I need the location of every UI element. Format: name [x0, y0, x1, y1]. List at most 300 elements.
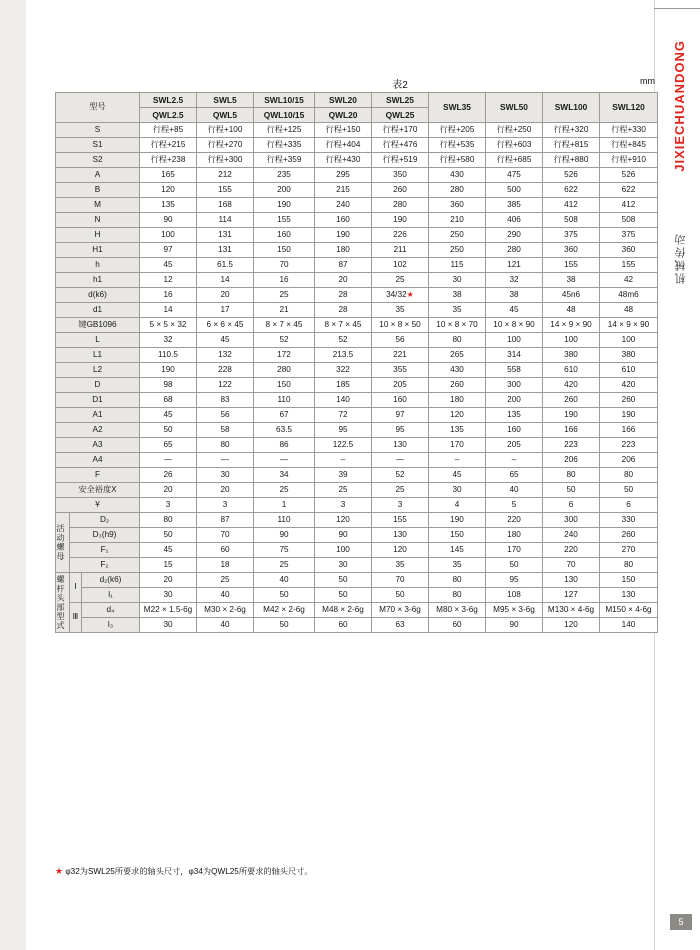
header-model-top-8: SWL120 — [600, 93, 658, 123]
cell-13-3: 8 × 7 × 45 — [315, 318, 372, 333]
cell-21-2: 86 — [254, 438, 315, 453]
row-label-18: D1 — [56, 393, 140, 408]
row-label-24: 安全裕度X — [56, 483, 140, 498]
cell-13-0: 5 × 5 × 32 — [140, 318, 197, 333]
table-row — [56, 183, 658, 198]
cell-20-8: 166 — [600, 423, 658, 438]
nut-cell-2-3: 100 — [315, 543, 372, 558]
cell-5-0: 135 — [140, 198, 197, 213]
nut-row-label-1: D₃(h9) — [70, 528, 140, 543]
row-label-7: H — [56, 228, 140, 243]
screw-cell-0-0-7: 130 — [543, 573, 600, 588]
cell-1-5: 行程+535 — [429, 138, 486, 153]
cell-2-5: 行程+580 — [429, 153, 486, 168]
cell-19-3: 72 — [315, 408, 372, 423]
cell-8-1: 131 — [197, 243, 254, 258]
screw-cell-1-0-4: M70 × 3-6g — [372, 603, 429, 618]
cell-14-2: 52 — [254, 333, 315, 348]
cell-19-0: 45 — [140, 408, 197, 423]
cell-21-8: 223 — [600, 438, 658, 453]
cell-11-0: 16 — [140, 288, 197, 303]
cell-6-6: 406 — [486, 213, 543, 228]
cell-11-4: 34/32★ — [372, 288, 429, 303]
cell-18-1: 83 — [197, 393, 254, 408]
cell-14-8: 100 — [600, 333, 658, 348]
cell-23-0: 26 — [140, 468, 197, 483]
cell-25-3: 3 — [315, 498, 372, 513]
cell-5-7: 412 — [543, 198, 600, 213]
screw-cell-1-1-8: 140 — [600, 618, 658, 633]
nut-cell-0-5: 190 — [429, 513, 486, 528]
cell-22-0: — — [140, 453, 197, 468]
screw-cell-1-0-7: M130 × 4-6g — [543, 603, 600, 618]
cell-23-7: 80 — [543, 468, 600, 483]
table-row — [56, 258, 658, 273]
cell-10-4: 25 — [372, 273, 429, 288]
cell-16-8: 610 — [600, 363, 658, 378]
cell-15-3: 213.5 — [315, 348, 372, 363]
cell-21-4: 130 — [372, 438, 429, 453]
group-band-screw: 螺杆头部型式 — [56, 573, 70, 633]
cell-24-1: 20 — [197, 483, 254, 498]
row-label-19: A1 — [56, 408, 140, 423]
cell-13-2: 8 × 7 × 45 — [254, 318, 315, 333]
cell-21-0: 65 — [140, 438, 197, 453]
cell-0-8: 行程+330 — [600, 123, 658, 138]
header-model-top-1: SWL5 — [197, 93, 254, 108]
table-row — [56, 363, 658, 378]
footnote — [55, 866, 655, 877]
cell-21-3: 122.5 — [315, 438, 372, 453]
cell-17-8: 420 — [600, 378, 658, 393]
table-row — [56, 273, 658, 288]
cell-9-2: 70 — [254, 258, 315, 273]
cell-6-5: 210 — [429, 213, 486, 228]
cell-16-6: 558 — [486, 363, 543, 378]
table-row — [56, 123, 658, 138]
table-row — [56, 618, 658, 633]
cell-16-3: 322 — [315, 363, 372, 378]
screw-cell-0-1-1: 40 — [197, 588, 254, 603]
cell-17-3: 185 — [315, 378, 372, 393]
cell-4-6: 500 — [486, 183, 543, 198]
cell-4-8: 622 — [600, 183, 658, 198]
table-row — [56, 543, 658, 558]
cell-7-8: 375 — [600, 228, 658, 243]
cell-5-6: 385 — [486, 198, 543, 213]
cell-22-6: – — [486, 453, 543, 468]
nut-cell-2-2: 75 — [254, 543, 315, 558]
cell-0-6: 行程+250 — [486, 123, 543, 138]
cell-2-7: 行程+880 — [543, 153, 600, 168]
table-row — [56, 558, 658, 573]
cell-14-3: 52 — [315, 333, 372, 348]
cell-24-0: 20 — [140, 483, 197, 498]
screw-section-roman-0: Ⅰ — [70, 573, 82, 603]
nut-cell-3-7: 70 — [543, 558, 600, 573]
cell-7-6: 290 — [486, 228, 543, 243]
cell-1-2: 行程+335 — [254, 138, 315, 153]
cell-15-7: 380 — [543, 348, 600, 363]
cell-24-5: 30 — [429, 483, 486, 498]
header-model-bottom-1: QWL5 — [197, 108, 254, 123]
screw-cell-1-1-2: 50 — [254, 618, 315, 633]
cell-23-3: 39 — [315, 468, 372, 483]
nut-cell-3-3: 30 — [315, 558, 372, 573]
cell-16-2: 280 — [254, 363, 315, 378]
cell-10-2: 16 — [254, 273, 315, 288]
row-label-2: S2 — [56, 153, 140, 168]
header-model-top-7: SWL100 — [543, 93, 600, 123]
cell-3-8: 526 — [600, 168, 658, 183]
cell-3-6: 475 — [486, 168, 543, 183]
footnote-text: φ32为SWL25所要求的轴头尺寸，φ34为QWL25所要求的轴头尺寸。 — [65, 867, 313, 876]
cell-7-7: 375 — [543, 228, 600, 243]
cell-24-3: 25 — [315, 483, 372, 498]
cell-14-0: 32 — [140, 333, 197, 348]
cell-7-4: 226 — [372, 228, 429, 243]
cell-10-8: 42 — [600, 273, 658, 288]
cell-5-1: 168 — [197, 198, 254, 213]
cell-21-5: 170 — [429, 438, 486, 453]
row-label-3: A — [56, 168, 140, 183]
nut-cell-3-6: 50 — [486, 558, 543, 573]
cell-15-4: 221 — [372, 348, 429, 363]
cell-5-3: 240 — [315, 198, 372, 213]
cell-5-4: 280 — [372, 198, 429, 213]
cell-8-0: 97 — [140, 243, 197, 258]
screw-cell-1-1-3: 60 — [315, 618, 372, 633]
screw-cell-0-1-2: 50 — [254, 588, 315, 603]
cell-8-8: 360 — [600, 243, 658, 258]
screw-cell-0-1-7: 127 — [543, 588, 600, 603]
cell-22-3: – — [315, 453, 372, 468]
cell-23-1: 30 — [197, 468, 254, 483]
table-row — [56, 468, 658, 483]
cell-16-4: 355 — [372, 363, 429, 378]
row-label-22: A4 — [56, 453, 140, 468]
table-row — [56, 438, 658, 453]
table-row — [56, 153, 658, 168]
cell-4-2: 200 — [254, 183, 315, 198]
row-label-10: h1 — [56, 273, 140, 288]
nut-cell-1-4: 130 — [372, 528, 429, 543]
row-label-1: S1 — [56, 138, 140, 153]
header-model-bottom-0: QWL2.5 — [140, 108, 197, 123]
cell-21-7: 223 — [543, 438, 600, 453]
row-label-17: D — [56, 378, 140, 393]
nut-cell-0-2: 110 — [254, 513, 315, 528]
screw-cell-0-0-4: 70 — [372, 573, 429, 588]
screw-cell-0-0-8: 150 — [600, 573, 658, 588]
cell-19-2: 67 — [254, 408, 315, 423]
screw-cell-0-1-3: 50 — [315, 588, 372, 603]
nut-cell-0-0: 80 — [140, 513, 197, 528]
unit-label: mm — [640, 76, 655, 86]
cell-17-0: 98 — [140, 378, 197, 393]
cell-6-0: 90 — [140, 213, 197, 228]
nut-cell-3-4: 35 — [372, 558, 429, 573]
cell-0-1: 行程+100 — [197, 123, 254, 138]
nut-cell-2-1: 60 — [197, 543, 254, 558]
cell-10-5: 30 — [429, 273, 486, 288]
table-row — [56, 348, 658, 363]
cell-8-6: 280 — [486, 243, 543, 258]
cell-0-0: 行程+85 — [140, 123, 197, 138]
cell-21-1: 80 — [197, 438, 254, 453]
cell-17-4: 205 — [372, 378, 429, 393]
screw-cell-1-1-0: 30 — [140, 618, 197, 633]
cell-18-3: 140 — [315, 393, 372, 408]
cell-8-2: 150 — [254, 243, 315, 258]
cell-12-0: 14 — [140, 303, 197, 318]
cell-22-5: – — [429, 453, 486, 468]
cell-9-1: 61.5 — [197, 258, 254, 273]
table-header-row — [56, 93, 658, 108]
cell-8-5: 250 — [429, 243, 486, 258]
cell-10-6: 32 — [486, 273, 543, 288]
cell-12-8: 48 — [600, 303, 658, 318]
cell-24-6: 40 — [486, 483, 543, 498]
cell-1-4: 行程+476 — [372, 138, 429, 153]
cell-0-3: 行程+150 — [315, 123, 372, 138]
nut-cell-1-6: 180 — [486, 528, 543, 543]
cell-1-3: 行程+404 — [315, 138, 372, 153]
header-model-top-5: SWL35 — [429, 93, 486, 123]
cell-2-6: 行程+685 — [486, 153, 543, 168]
cell-0-5: 行程+205 — [429, 123, 486, 138]
screw-cell-0-0-1: 25 — [197, 573, 254, 588]
screw-cell-0-1-6: 108 — [486, 588, 543, 603]
nut-row-label-3: F₂ — [70, 558, 140, 573]
left-margin-band — [0, 0, 26, 950]
cell-14-4: 56 — [372, 333, 429, 348]
table-row — [56, 498, 658, 513]
row-label-4: B — [56, 183, 140, 198]
cell-18-7: 260 — [543, 393, 600, 408]
screw-cell-0-1-0: 30 — [140, 588, 197, 603]
table-row — [56, 228, 658, 243]
cell-9-4: 102 — [372, 258, 429, 273]
cell-22-2: — — [254, 453, 315, 468]
cell-4-7: 622 — [543, 183, 600, 198]
screw-row-label-1-1: l₃ — [82, 618, 140, 633]
cell-1-7: 行程+815 — [543, 138, 600, 153]
cell-15-0: 110.5 — [140, 348, 197, 363]
header-model-top-4: SWL25 — [372, 93, 429, 108]
cell-18-5: 180 — [429, 393, 486, 408]
nut-cell-1-2: 90 — [254, 528, 315, 543]
cell-8-4: 211 — [372, 243, 429, 258]
table-row — [56, 243, 658, 258]
screw-cell-1-1-7: 120 — [543, 618, 600, 633]
cell-7-1: 131 — [197, 228, 254, 243]
cell-1-6: 行程+603 — [486, 138, 543, 153]
cell-17-2: 150 — [254, 378, 315, 393]
cell-3-1: 212 — [197, 168, 254, 183]
table-row — [56, 378, 658, 393]
table-row — [56, 138, 658, 153]
cell-3-7: 526 — [543, 168, 600, 183]
cell-3-3: 295 — [315, 168, 372, 183]
cell-19-7: 190 — [543, 408, 600, 423]
cell-3-2: 235 — [254, 168, 315, 183]
row-label-12: d1 — [56, 303, 140, 318]
cell-6-3: 160 — [315, 213, 372, 228]
row-label-8: H1 — [56, 243, 140, 258]
cell-19-4: 97 — [372, 408, 429, 423]
cell-14-5: 80 — [429, 333, 486, 348]
cell-22-7: 206 — [543, 453, 600, 468]
row-label-5: M — [56, 198, 140, 213]
row-label-0: S — [56, 123, 140, 138]
cell-20-3: 95 — [315, 423, 372, 438]
cell-24-8: 50 — [600, 483, 658, 498]
cell-14-7: 100 — [543, 333, 600, 348]
table-row — [56, 198, 658, 213]
nut-cell-3-2: 25 — [254, 558, 315, 573]
screw-cell-1-1-4: 63 — [372, 618, 429, 633]
cell-1-8: 行程+845 — [600, 138, 658, 153]
cell-13-7: 14 × 9 × 90 — [543, 318, 600, 333]
screw-cell-0-0-2: 40 — [254, 573, 315, 588]
cell-11-5: 38 — [429, 288, 486, 303]
cell-19-5: 120 — [429, 408, 486, 423]
cell-12-5: 35 — [429, 303, 486, 318]
cell-7-0: 100 — [140, 228, 197, 243]
screw-cell-0-1-4: 50 — [372, 588, 429, 603]
cell-20-2: 63.5 — [254, 423, 315, 438]
nut-row-label-0: D₂ — [70, 513, 140, 528]
table-row — [56, 423, 658, 438]
cell-0-7: 行程+320 — [543, 123, 600, 138]
cell-15-1: 132 — [197, 348, 254, 363]
header-corner-model: 型号 — [56, 93, 140, 123]
cell-4-5: 280 — [429, 183, 486, 198]
cell-16-0: 190 — [140, 363, 197, 378]
cell-23-4: 52 — [372, 468, 429, 483]
screw-cell-0-1-5: 80 — [429, 588, 486, 603]
table-row — [56, 603, 658, 618]
nut-cell-1-8: 260 — [600, 528, 658, 543]
cell-13-1: 6 × 6 × 45 — [197, 318, 254, 333]
cell-8-3: 180 — [315, 243, 372, 258]
cell-25-6: 5 — [486, 498, 543, 513]
nut-cell-3-8: 80 — [600, 558, 658, 573]
screw-cell-0-1-8: 130 — [600, 588, 658, 603]
cell-12-1: 17 — [197, 303, 254, 318]
cell-23-6: 65 — [486, 468, 543, 483]
cell-9-8: 155 — [600, 258, 658, 273]
cell-23-5: 45 — [429, 468, 486, 483]
screw-cell-1-0-5: M80 × 3-6g — [429, 603, 486, 618]
specification-table — [55, 92, 658, 633]
cell-2-0: 行程+238 — [140, 153, 197, 168]
cell-6-2: 155 — [254, 213, 315, 228]
cell-25-1: 3 — [197, 498, 254, 513]
table-row — [56, 318, 658, 333]
cell-25-8: 6 — [600, 498, 658, 513]
cell-19-8: 190 — [600, 408, 658, 423]
cell-18-2: 110 — [254, 393, 315, 408]
cell-25-0: 3 — [140, 498, 197, 513]
cell-6-4: 190 — [372, 213, 429, 228]
cell-16-7: 610 — [543, 363, 600, 378]
screw-row-label-0-0: d₂(k6) — [82, 573, 140, 588]
cell-11-3: 28 — [315, 288, 372, 303]
header-model-top-0: SWL2.5 — [140, 93, 197, 108]
cell-23-8: 80 — [600, 468, 658, 483]
row-label-14: L — [56, 333, 140, 348]
cell-24-7: 50 — [543, 483, 600, 498]
cell-11-7: 45n6 — [543, 288, 600, 303]
cell-10-0: 12 — [140, 273, 197, 288]
cell-4-0: 120 — [140, 183, 197, 198]
cell-20-0: 50 — [140, 423, 197, 438]
cell-14-1: 45 — [197, 333, 254, 348]
cell-9-5: 115 — [429, 258, 486, 273]
row-label-21: A3 — [56, 438, 140, 453]
nut-row-label-2: F₁ — [70, 543, 140, 558]
row-label-23: F — [56, 468, 140, 483]
cell-17-5: 260 — [429, 378, 486, 393]
table-row — [56, 333, 658, 348]
nut-cell-0-1: 87 — [197, 513, 254, 528]
nut-cell-2-5: 145 — [429, 543, 486, 558]
nut-cell-2-0: 45 — [140, 543, 197, 558]
cell-18-0: 68 — [140, 393, 197, 408]
nut-cell-3-1: 18 — [197, 558, 254, 573]
cell-19-6: 135 — [486, 408, 543, 423]
cell-3-4: 350 — [372, 168, 429, 183]
table-row — [56, 288, 658, 303]
cell-22-8: 206 — [600, 453, 658, 468]
cell-2-3: 行程+430 — [315, 153, 372, 168]
cell-10-1: 14 — [197, 273, 254, 288]
nut-cell-0-8: 330 — [600, 513, 658, 528]
cell-24-2: 25 — [254, 483, 315, 498]
header-model-top-6: SWL50 — [486, 93, 543, 123]
screw-cell-0-0-0: 20 — [140, 573, 197, 588]
nut-cell-3-5: 35 — [429, 558, 486, 573]
table-row — [56, 393, 658, 408]
cell-1-0: 行程+215 — [140, 138, 197, 153]
table-row — [56, 528, 658, 543]
cell-13-8: 14 × 9 × 90 — [600, 318, 658, 333]
header-model-bottom-3: QWL20 — [315, 108, 372, 123]
cell-13-5: 10 × 8 × 70 — [429, 318, 486, 333]
cell-5-8: 412 — [600, 198, 658, 213]
screw-cell-1-1-5: 60 — [429, 618, 486, 633]
screw-cell-1-0-0: M22 × 1.5-6g — [140, 603, 197, 618]
cell-12-7: 48 — [543, 303, 600, 318]
row-label-11: d(k6) — [56, 288, 140, 303]
cell-17-1: 122 — [197, 378, 254, 393]
cell-14-6: 100 — [486, 333, 543, 348]
screw-cell-1-0-3: M48 × 2-6g — [315, 603, 372, 618]
cell-8-7: 360 — [543, 243, 600, 258]
group-band-nut: 活动螺母 — [56, 513, 70, 573]
row-label-6: N — [56, 213, 140, 228]
cell-7-3: 190 — [315, 228, 372, 243]
cell-5-5: 360 — [429, 198, 486, 213]
table-row — [56, 213, 658, 228]
screw-cell-1-0-2: M42 × 2-6g — [254, 603, 315, 618]
row-label-13: 键GB1096 — [56, 318, 140, 333]
header-model-bottom-2: QWL10/15 — [254, 108, 315, 123]
cell-16-5: 430 — [429, 363, 486, 378]
cell-3-5: 430 — [429, 168, 486, 183]
